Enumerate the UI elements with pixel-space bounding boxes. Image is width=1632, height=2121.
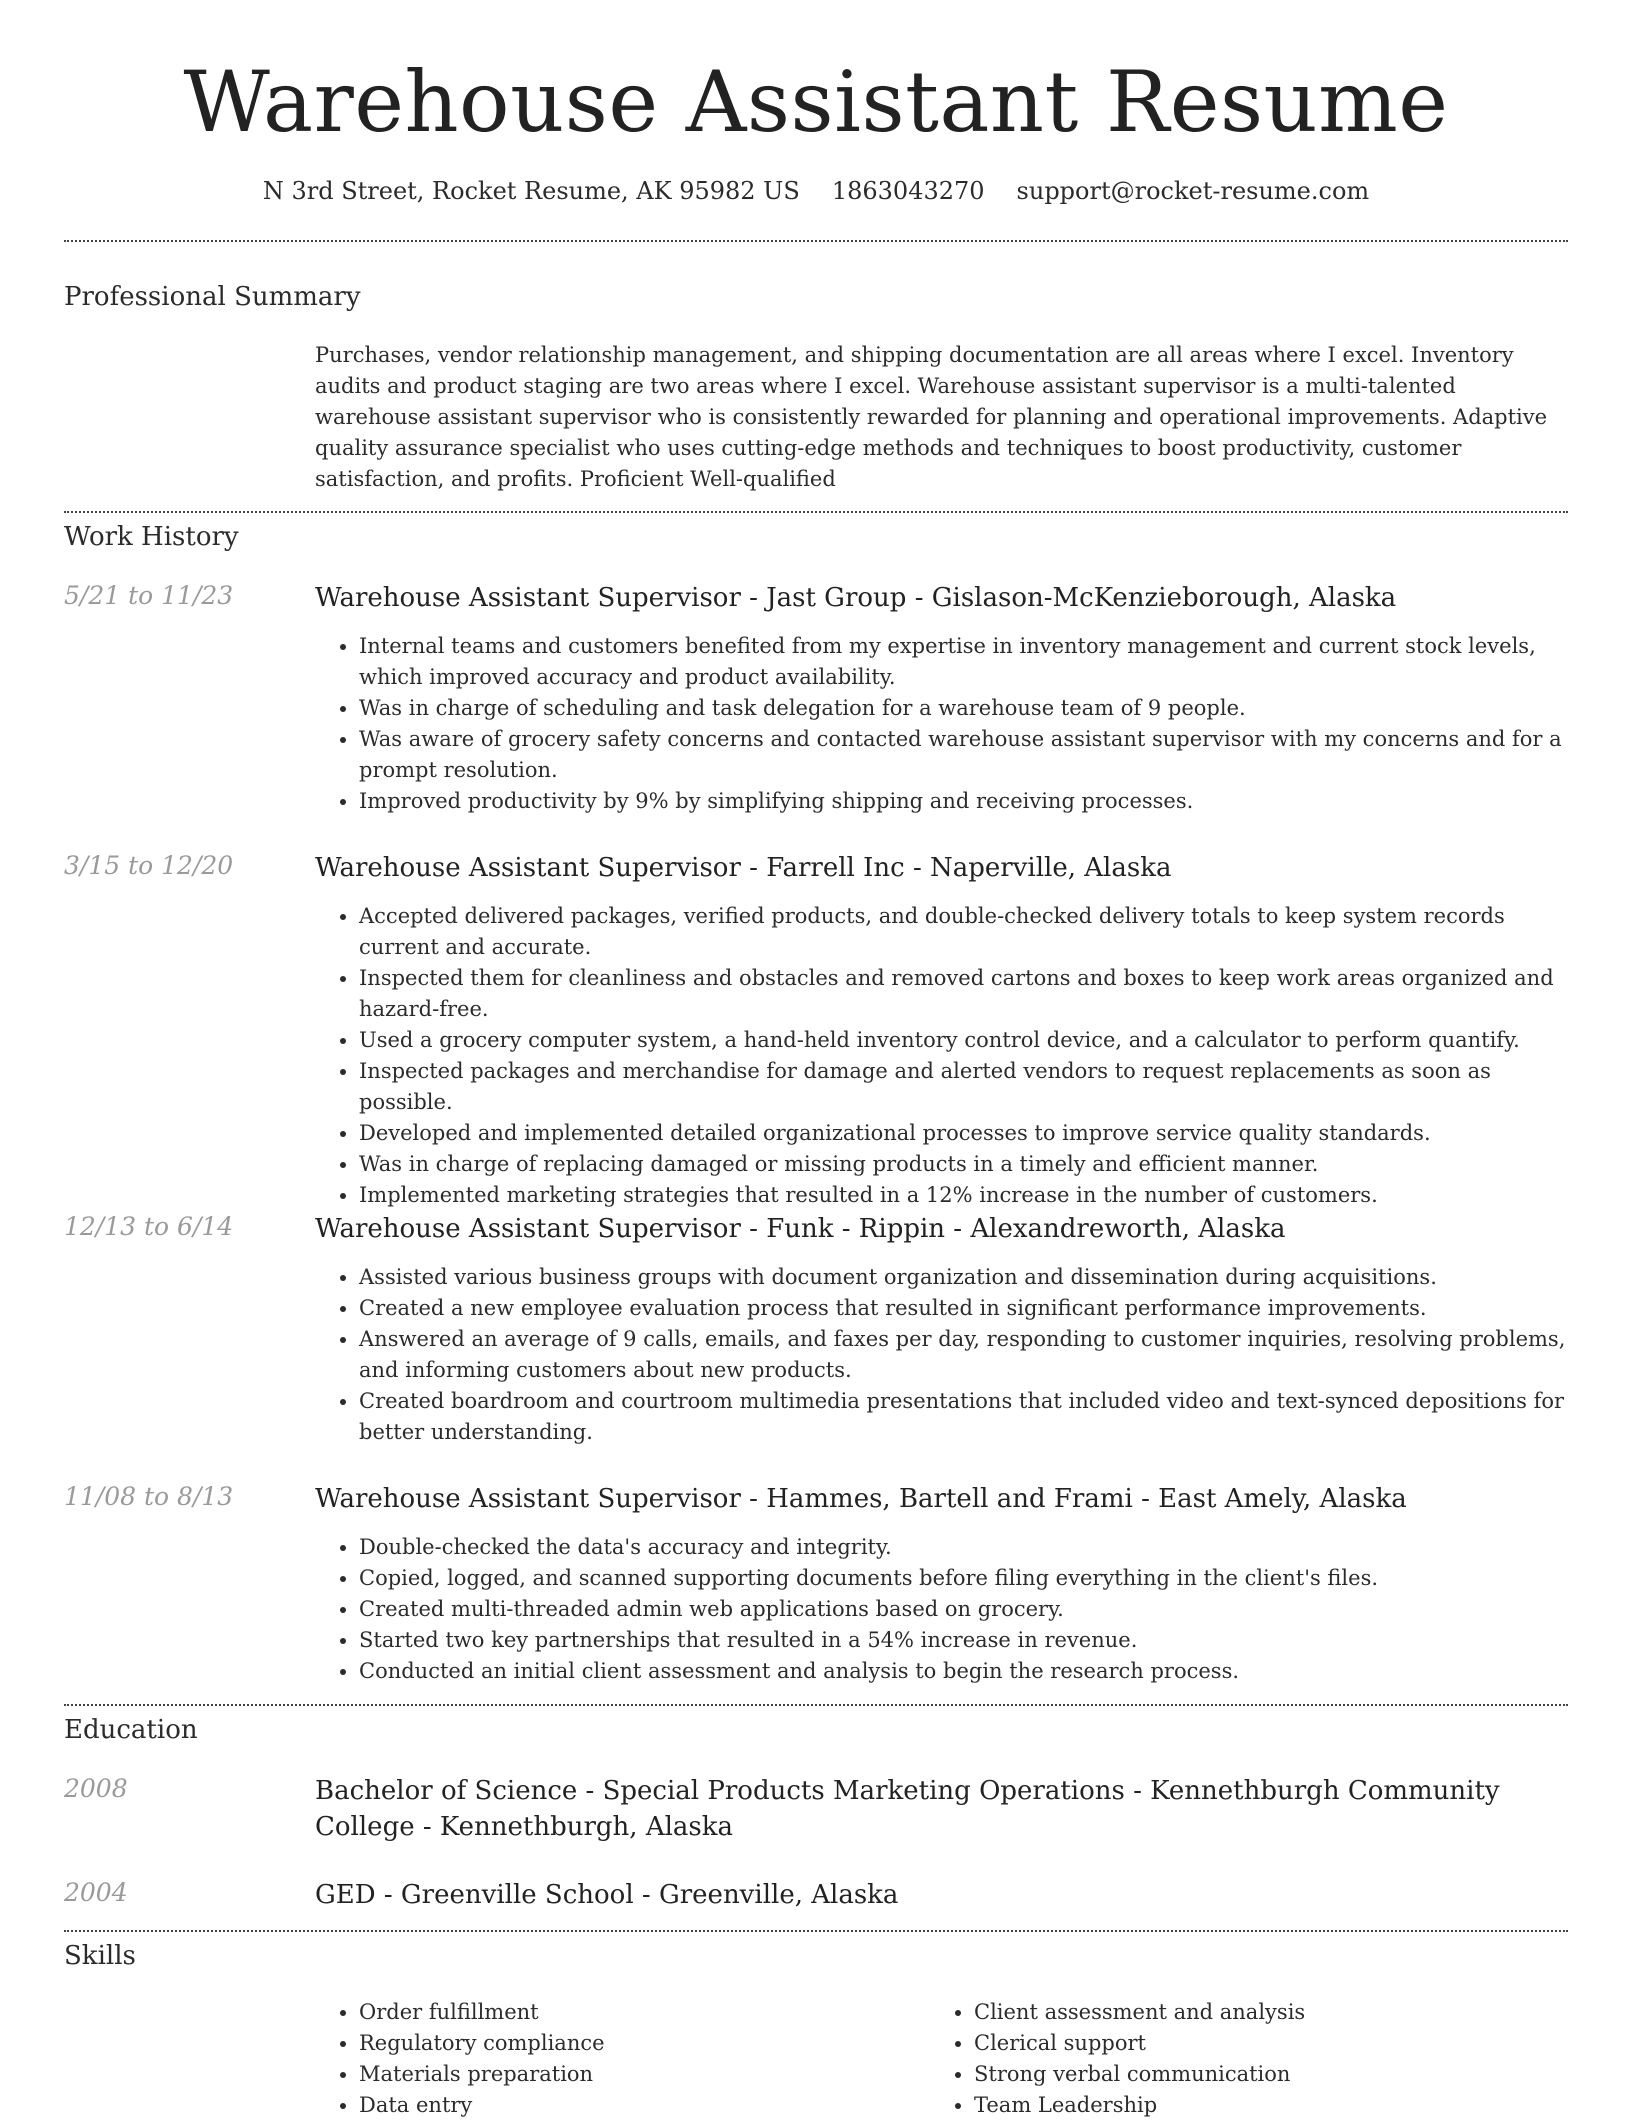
- section-divider: [64, 511, 1568, 513]
- section-divider: [64, 1704, 1568, 1706]
- job-title: Warehouse Assistant Supervisor - Funk - Rippin - Alexandreworth, Alaska: [315, 1214, 1286, 1244]
- list-item: • Strong verbal communication: [974, 2059, 1534, 2090]
- list-item: • Team Leadership: [974, 2090, 1534, 2121]
- job-bullets: [315, 1532, 1568, 1687]
- job-title: Warehouse Assistant Supervisor - Jast Group - Gislason-McKenzieborough, Alaska: [315, 583, 1397, 613]
- list-item: • Client assessment and analysis: [974, 1997, 1534, 2028]
- skills-list-right: [930, 1997, 1534, 2121]
- education-date: 2004: [64, 1878, 128, 1907]
- section-divider: [64, 1930, 1568, 1932]
- list-item: • Inspected packages and merchandise for damage and alerted vendors to request replacements as soon as possible.: [359, 1056, 1568, 1118]
- job-title: Warehouse Assistant Supervisor - Farrell Inc - Naperville, Alaska: [315, 853, 1172, 883]
- page-title: Warehouse Assistant Resume: [183, 53, 1449, 151]
- list-item: • Conducted an initial client assessment and analysis to begin the research process.: [359, 1656, 1568, 1687]
- list-item: • Inspected them for cleanliness and obstacles and removed cartons and boxes to keep work areas organized and hazard-free.: [359, 963, 1568, 1025]
- summary-heading: Professional Summary: [64, 282, 361, 312]
- job-bullets: [315, 631, 1568, 817]
- skills-heading: Skills: [64, 1941, 136, 1971]
- job-title: Warehouse Assistant Supervisor - Hammes, Bartell and Frami - East Amely, Alaska: [315, 1484, 1407, 1514]
- list-item: • Materials preparation: [359, 2059, 919, 2090]
- contact-email: support@rocket-resume.com: [1016, 176, 1370, 205]
- resume-header: [0, 0, 1632, 205]
- education-heading: Education: [64, 1715, 198, 1745]
- list-item: • Created a new employee evaluation process that resulted in significant performance improvements.: [359, 1293, 1568, 1324]
- work-history-heading: Work History: [64, 522, 239, 552]
- contact-address: N 3rd Street, Rocket Resume, AK 95982 US: [262, 176, 800, 205]
- list-item: • Data entry: [359, 2090, 919, 2121]
- list-item: • Assisted various business groups with document organization and dissemination during acquisitions.: [359, 1262, 1568, 1293]
- list-item: • Accepted delivered packages, verified products, and double-checked delivery totals to keep system records current and accurate.: [359, 901, 1568, 963]
- list-item: • Was in charge of scheduling and task delegation for a warehouse team of 9 people.: [359, 693, 1568, 724]
- skills-list-left: [315, 1997, 919, 2121]
- list-item: • Was aware of grocery safety concerns and contacted warehouse assistant supervisor with my concerns and for a prompt resolution.: [359, 724, 1568, 786]
- list-item: • Used a grocery computer system, a hand-held inventory control device, and a calculator to perform quantify.: [359, 1025, 1568, 1056]
- list-item: • Copied, logged, and scanned supporting documents before filing everything in the client's files.: [359, 1563, 1568, 1594]
- list-item: • Answered an average of 9 calls, emails, and faxes per day, responding to customer inquiries, resolving problems, and informing customers about new products.: [359, 1324, 1568, 1386]
- education-title: GED - Greenville School - Greenville, Alaska: [315, 1880, 899, 1910]
- list-item: • Internal teams and customers benefited from my expertise in inventory management and current stock levels, which improved accuracy and product availability.: [359, 631, 1568, 693]
- job-bullets: [315, 901, 1568, 1211]
- summary-text: Purchases, vendor relationship management, and shipping documentation are all areas where I excel. Inventory audits and product staging are two areas where I excel. Warehouse assistant supervisor is a multi-talented warehouse assistant supervisor who is consistently rewarded for planning and operational improvements. Adaptive quality assurance specialist who uses cutting-edge methods and techniques to boost productivity, customer satisfaction, and profits. Proficient Well-qualified: [315, 343, 1548, 491]
- job-bullets: [315, 1262, 1568, 1448]
- list-item: • Clerical support: [974, 2028, 1534, 2059]
- job-date: 3/15 to 12/20: [64, 851, 234, 880]
- education-title: Bachelor of Science - Special Products Marketing Operations - Kennethburgh Community College - Kennethburgh, Alaska: [315, 1776, 1500, 1842]
- job-date: 11/08 to 8/13: [64, 1482, 234, 1511]
- list-item: • Created boardroom and courtroom multimedia presentations that included video and text-synced depositions for better understanding.: [359, 1386, 1568, 1448]
- list-item: • Double-checked the data's accuracy and integrity.: [359, 1532, 1568, 1563]
- list-item: • Improved productivity by 9% by simplifying shipping and receiving processes.: [359, 786, 1568, 817]
- education-date: 2008: [64, 1774, 128, 1803]
- list-item: • Was in charge of replacing damaged or missing products in a timely and efficient manner.: [359, 1149, 1568, 1180]
- list-item: • Developed and implemented detailed organizational processes to improve service quality standards.: [359, 1118, 1568, 1149]
- list-item: • Regulatory compliance: [359, 2028, 919, 2059]
- list-item: • Created multi-threaded admin web applications based on grocery.: [359, 1594, 1568, 1625]
- job-date: 5/21 to 11/23: [64, 581, 234, 610]
- section-divider: [64, 240, 1568, 242]
- list-item: • Order fulfillment: [359, 1997, 919, 2028]
- contact-phone: 1863043270: [831, 176, 985, 205]
- job-date: 12/13 to 6/14: [64, 1212, 234, 1241]
- list-item: • Started two key partnerships that resulted in a 54% increase in revenue.: [359, 1625, 1568, 1656]
- contact-line: [0, 177, 1632, 205]
- list-item: • Implemented marketing strategies that resulted in a 12% increase in the number of customers.: [359, 1180, 1568, 1211]
